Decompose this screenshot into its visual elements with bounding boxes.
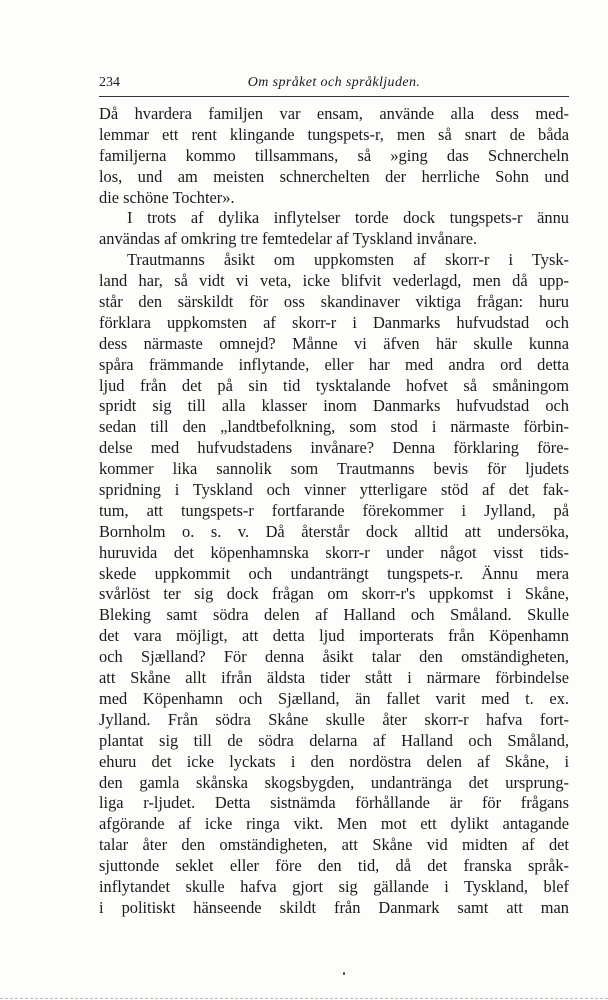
text-line: land har, så vidt vi veta, icke blifvit vederlagd, men då upp- bbox=[99, 271, 569, 291]
text-line: med Köpenhamn och Sjælland, än fallet varit med t. ex. bbox=[99, 688, 569, 708]
text-line: inflytandet skulle hafva gjort sig gällande i Tyskland, blef bbox=[99, 876, 569, 896]
text-line: los, und am meisten schnerchelten der herrliche Sohn und bbox=[99, 166, 569, 186]
text-line: spridt sig till alla klasser inom Danmarks hufvudstad och bbox=[99, 396, 569, 416]
text-line: användas af omkring tre femtedelar af Tyskland invånare. bbox=[99, 229, 478, 249]
text-line: huruvida det köpenhamnska skorr-r under något visst tids- bbox=[99, 542, 569, 562]
text-line: Bornholm o. s. v. Då återstår dock alltid att undersöka, bbox=[99, 521, 569, 541]
text-line: att Skåne allt ifrån äldsta tider stått i närmare förbindelse bbox=[99, 668, 569, 688]
header-rule bbox=[99, 96, 569, 97]
text-line: svårlöst ter sig dock frågan om skorr-r's uppkomst i Skåne, bbox=[99, 584, 569, 604]
text-line: Jylland. Från södra Skåne skulle åter skorr-r hafva fort- bbox=[99, 709, 569, 729]
text-line: den gamla skånska skogsbygden, undantränga det ursprung- bbox=[99, 772, 569, 792]
text-line: plantat sig till de södra delarna af Halland och Småland, bbox=[99, 730, 569, 750]
page-number: 234 bbox=[99, 75, 120, 90]
text-line: liga r-ljudet. Detta sistnämda förhållande är för frågans bbox=[99, 793, 569, 813]
text-line: Bleking samt södra delen af Halland och Småland. Skulle bbox=[99, 605, 569, 625]
text-line: delse med hufvudstadens invånare? Denna förklaring före- bbox=[99, 438, 569, 458]
text-line: Trautmanns åsikt om uppkomsten af skorr-r i Tysk- bbox=[127, 250, 569, 270]
text-line: lemmar ett rent klingande tungspets-r, men så snart de båda bbox=[99, 124, 569, 144]
body-text bbox=[99, 104, 569, 919]
text-line: sedan till den „landtbefolkning, som stod i närmaste förbin- bbox=[99, 417, 569, 437]
running-title: Om språket och språkljuden. bbox=[247, 75, 421, 90]
running-head bbox=[99, 72, 569, 94]
text-line: ehuru det icke lyckats i den nordöstra delen af Skåne, i bbox=[99, 751, 569, 771]
text-line: familjerna kommo tillsammans, så »ging das Schnercheln bbox=[99, 145, 569, 165]
text-line: talar åter den omständigheten, att Skåne vid midten af det bbox=[99, 835, 569, 855]
text-line: och Sjælland? För denna åsikt talar den omständigheten, bbox=[99, 647, 569, 667]
scan-edge bbox=[0, 998, 608, 999]
ink-speck bbox=[343, 972, 345, 975]
text-line: spåra främmande inflytande, eller har med andra ord detta bbox=[99, 354, 569, 374]
text-line: i politiskt hänseende skildt från Danmark samt att man bbox=[99, 897, 569, 917]
text-line: det vara möjligt, att detta ljud importerats från Köpenhamn bbox=[99, 626, 569, 646]
text-line: spridning i Tyskland och vinner ytterligare stöd af det fak- bbox=[99, 480, 569, 500]
text-line: kommer lika sannolik som Trautmanns bevis för ljudets bbox=[99, 459, 569, 479]
text-line: ljud från det på sin tid tysktalande hofvet så småningom bbox=[99, 375, 569, 395]
text-line: förklara uppkomsten af skorr-r i Danmarks hufvudstad och bbox=[99, 312, 569, 332]
text-line: skede uppkommit och undanträngt tungspets-r. Ännu mera bbox=[99, 563, 569, 583]
text-line: I trots af dylika inflytelser torde dock tungspets-r ännu bbox=[127, 208, 569, 228]
text-line: die schöne Tochter». bbox=[99, 187, 235, 207]
text-line: afgörande af icke ringa vikt. Men mot ett dylikt antagande bbox=[99, 814, 569, 834]
text-line: sjuttonde seklet eller före den tid, då det franska språk- bbox=[99, 856, 569, 876]
text-line: Då hvardera familjen var ensam, använde alla dess med- bbox=[99, 104, 569, 123]
text-line: står den särskildt för oss skandinaver viktiga frågan: huru bbox=[99, 292, 569, 312]
text-line: tum, att tungspets-r fortfarande förekommer i Jylland, på bbox=[99, 500, 569, 520]
text-line: dess närmaste omnejd? Månne vi äfven här skulle kunna bbox=[99, 333, 569, 353]
